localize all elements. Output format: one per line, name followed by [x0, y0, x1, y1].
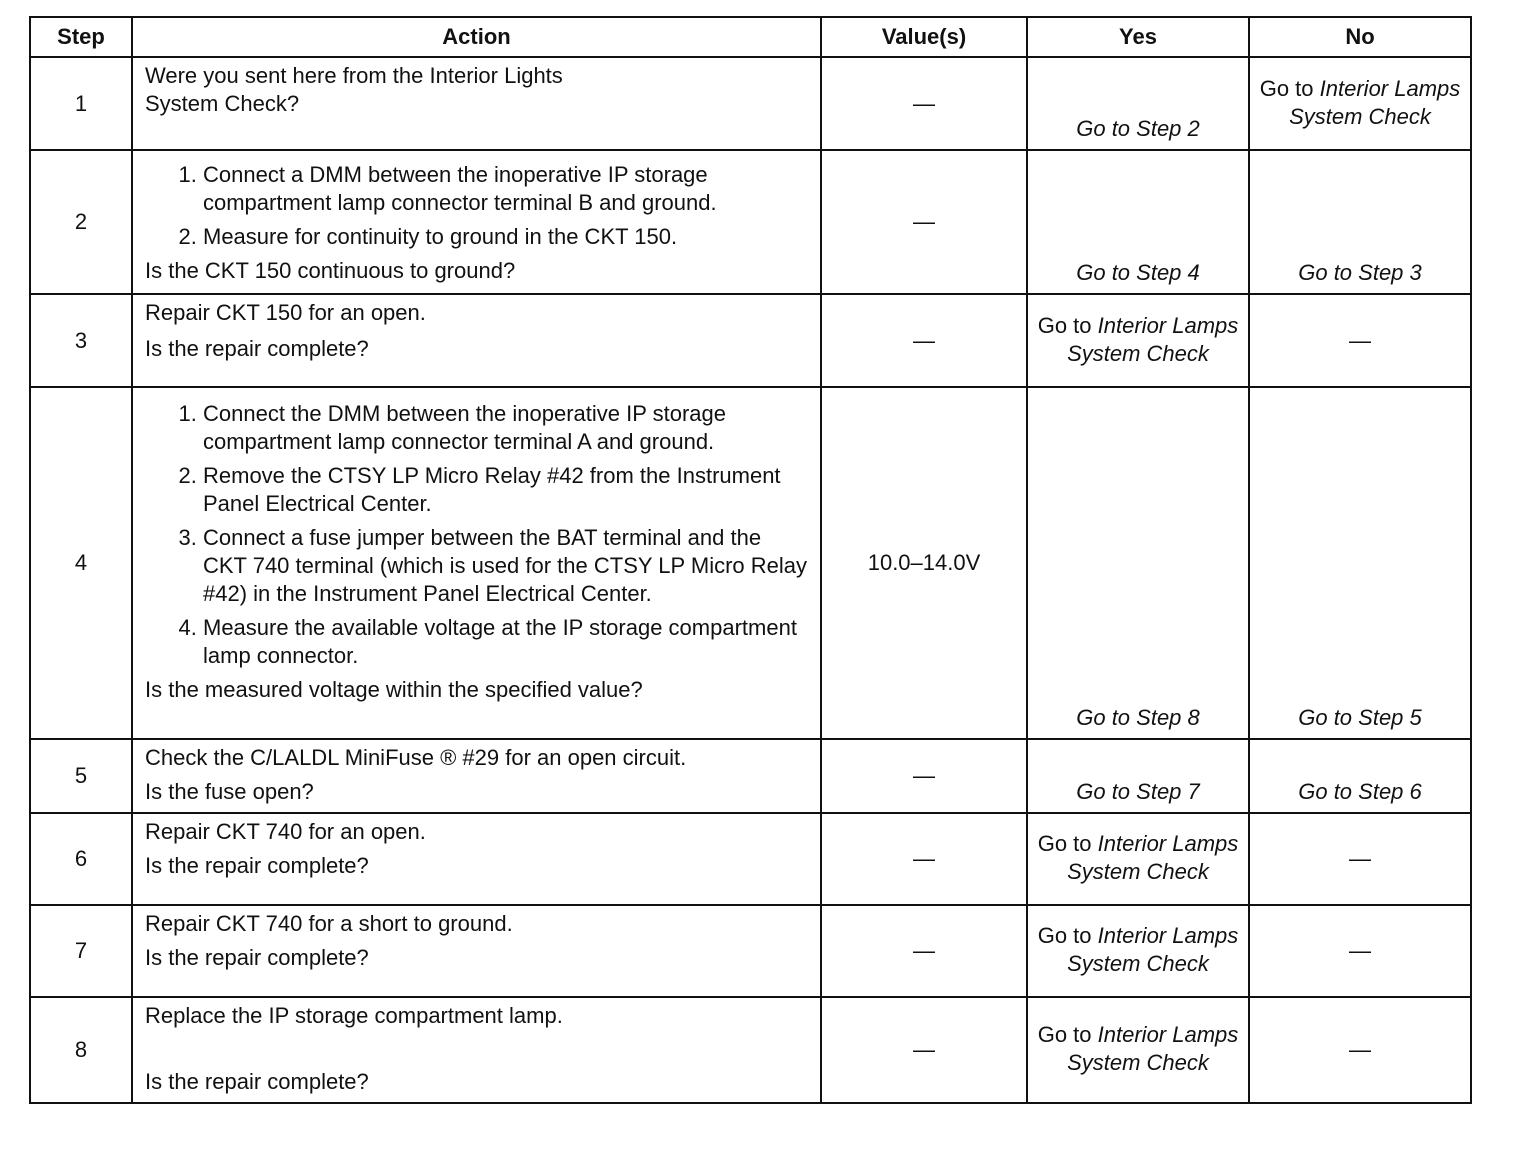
action-text: Check the C/LALDL MiniFuse ® #29 for an open circuit.: [145, 745, 687, 770]
action-text: Repair CKT 150 for an open.: [145, 300, 426, 325]
header-row: [30, 17, 1471, 57]
action-question: Is the repair complete?: [145, 336, 369, 361]
table-row: [30, 813, 1471, 905]
value-cell: —: [821, 813, 1027, 905]
diagnostic-table-container: [29, 16, 1472, 1104]
yes-link[interactable]: Go to Step 4: [1076, 260, 1200, 285]
action-step: 2. Measure for continuity to ground in the CKT 150.: [203, 223, 810, 251]
action-question: Is the repair complete?: [145, 853, 369, 878]
action-text: Repair CKT 740 for an open.: [145, 819, 426, 844]
yes-go-to: Go to: [1037, 1022, 1092, 1047]
no-cell: [1249, 739, 1471, 813]
action-step: 3. Connect a fuse jumper between the BAT terminal and the CKT 740 terminal (which is used for the CTSY LP Micro Relay #42) in the Instrument Panel Electrical Center.: [203, 524, 810, 608]
yes-link[interactable]: Interior Lamps System Check: [1067, 1022, 1239, 1075]
yes-go-to: Go to: [1037, 923, 1092, 948]
yes-cell: [1027, 57, 1249, 150]
step-number: 4: [30, 387, 132, 739]
action-cell: [132, 739, 821, 813]
yes-cell: [1027, 997, 1249, 1103]
header-step: Step: [30, 17, 132, 57]
value-cell: —: [821, 150, 1027, 294]
diagnostic-table: [29, 16, 1472, 1104]
table-row: [30, 57, 1471, 150]
yes-cell: [1027, 150, 1249, 294]
action-cell: [132, 905, 821, 997]
yes-link[interactable]: Interior Lamps System Check: [1067, 923, 1239, 976]
yes-link[interactable]: Interior Lamps System Check: [1067, 312, 1239, 366]
step-number: 2: [30, 150, 132, 294]
no-go-to: Go to: [1259, 75, 1314, 101]
step-number: 5: [30, 739, 132, 813]
yes-cell: [1027, 294, 1249, 387]
no-cell: —: [1249, 294, 1471, 387]
table-row: [30, 905, 1471, 997]
action-text: System Check?: [145, 91, 300, 116]
value-cell: —: [821, 294, 1027, 387]
yes-link[interactable]: Go to Step 8: [1076, 705, 1200, 730]
step-number: 3: [30, 294, 132, 387]
no-cell: [1249, 150, 1471, 294]
yes-link[interactable]: Interior Lamps System Check: [1067, 831, 1239, 884]
value-cell: —: [821, 739, 1027, 813]
value-cell: 10.0–14.0V: [821, 387, 1027, 739]
action-cell: [132, 57, 821, 150]
action-text: Replace the IP storage compartment lamp.: [145, 1003, 563, 1028]
value-cell: —: [821, 57, 1027, 150]
step-number: 1: [30, 57, 132, 150]
action-step: 4. Measure the available voltage at the IP storage compartment lamp connector.: [203, 614, 810, 670]
step-number: 6: [30, 813, 132, 905]
table-row: [30, 997, 1471, 1103]
action-text: Were you sent here from the Interior Lights: [145, 63, 563, 88]
table-row: [30, 150, 1471, 294]
yes-link[interactable]: Go to Step 7: [1076, 779, 1200, 804]
action-question: Is the repair complete?: [145, 1069, 369, 1094]
action-step: 1. Connect the DMM between the inoperative IP storage compartment lamp connector terminal A and ground.: [203, 400, 810, 456]
table-row: [30, 739, 1471, 813]
action-cell-inner: [145, 1002, 810, 1096]
yes-go-to: Go to: [1037, 312, 1092, 338]
step-number: 8: [30, 997, 132, 1103]
no-link[interactable]: Interior Lamps System Check: [1289, 75, 1461, 129]
header-yes: Yes: [1027, 17, 1249, 57]
action-step: 2. Remove the CTSY LP Micro Relay #42 from the Instrument Panel Electrical Center.: [203, 462, 810, 518]
action-cell: [132, 997, 821, 1103]
yes-go-to: Go to: [1037, 831, 1092, 856]
no-cell: —: [1249, 813, 1471, 905]
yes-cell: [1027, 905, 1249, 997]
action-cell: [132, 150, 821, 294]
value-cell: —: [821, 997, 1027, 1103]
step-number: 7: [30, 905, 132, 997]
yes-cell: [1027, 813, 1249, 905]
action-steps: [145, 400, 810, 670]
table-row: [30, 294, 1471, 387]
action-question: Is the fuse open?: [145, 779, 314, 804]
table-row: [30, 387, 1471, 739]
yes-cell: [1027, 387, 1249, 739]
no-link[interactable]: Go to Step 3: [1298, 260, 1422, 285]
no-link[interactable]: Go to Step 6: [1298, 779, 1422, 804]
no-cell: [1249, 57, 1471, 150]
no-cell: —: [1249, 997, 1471, 1103]
action-cell: [132, 294, 821, 387]
no-cell: [1249, 387, 1471, 739]
header-action: Action: [132, 17, 821, 57]
action-steps: [145, 161, 810, 251]
header-no: No: [1249, 17, 1471, 57]
header-values: Value(s): [821, 17, 1027, 57]
action-question: Is the CKT 150 continuous to ground?: [145, 258, 516, 283]
action-text: Repair CKT 740 for a short to ground.: [145, 911, 513, 936]
yes-cell: [1027, 739, 1249, 813]
value-cell: —: [821, 905, 1027, 997]
no-link[interactable]: Go to Step 5: [1298, 705, 1422, 730]
action-cell: [132, 387, 821, 739]
action-question: Is the measured voltage within the specified value?: [145, 677, 643, 702]
action-step: 1. Connect a DMM between the inoperative IP storage compartment lamp connector terminal B and ground.: [203, 161, 810, 217]
yes-link[interactable]: Go to Step 2: [1076, 116, 1200, 141]
action-cell: [132, 813, 821, 905]
no-cell: —: [1249, 905, 1471, 997]
action-question: Is the repair complete?: [145, 945, 369, 970]
